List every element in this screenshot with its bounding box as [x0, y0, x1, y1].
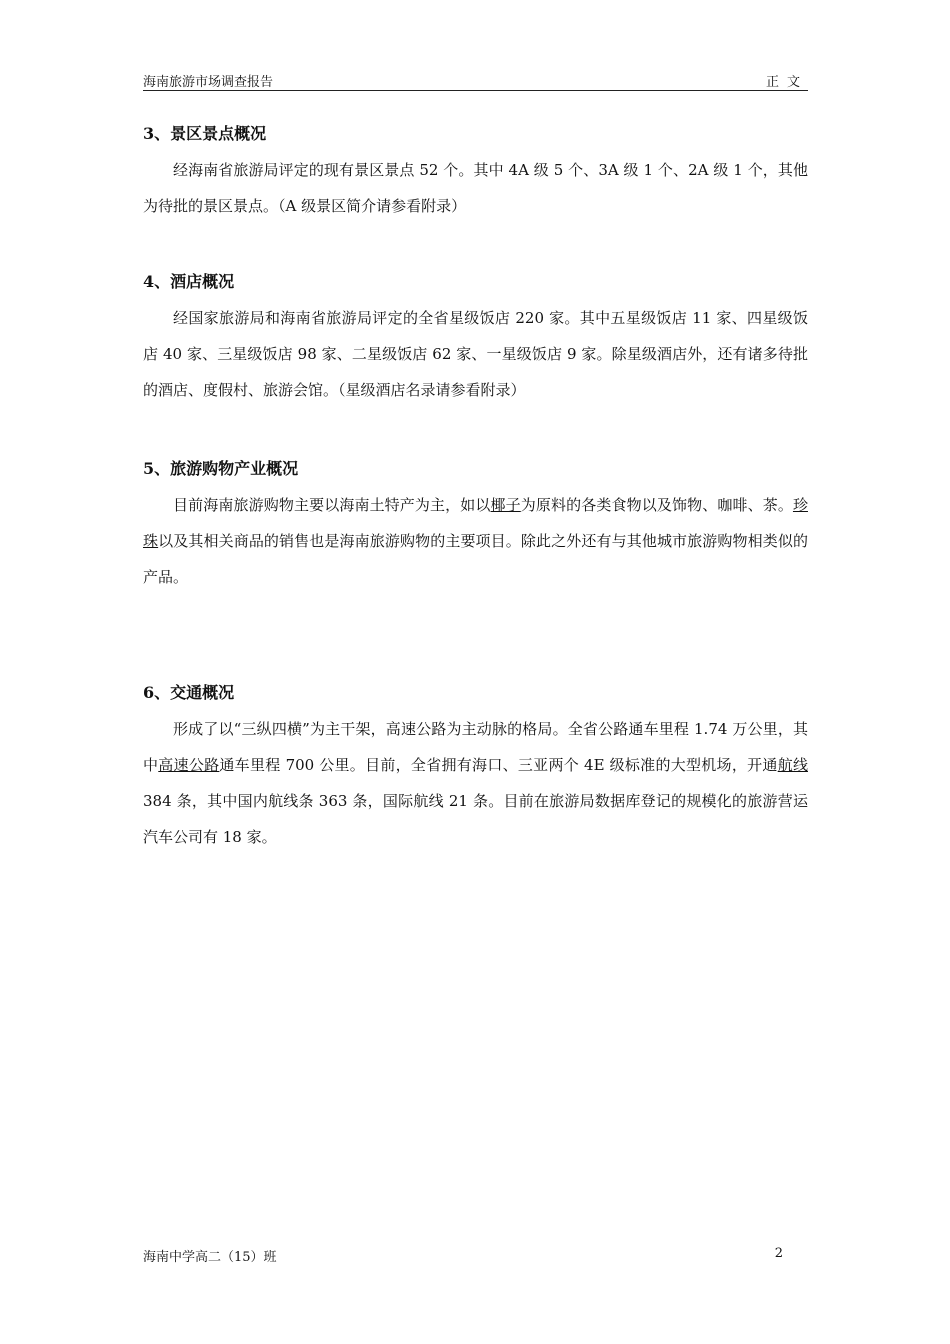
link-pearl[interactable]: 珍珠 — [143, 496, 808, 550]
section-paragraph: 经海南省旅游局评定的现有景区景点 52 个。其中 4A 级 5 个、3A 级 1 个、2A 级 1 个，其他为待批的景区景点。（A 级景区简介请参看附录） — [143, 161, 808, 215]
section-heading: 5、旅游购物产业概况 — [143, 459, 299, 478]
paragraph-text: 384 条，其中国内航线条 363 条，国际航线 21 条。目前在旅游局数据库登记的规模化的旅游营运汽车公司有 18 家。 — [143, 792, 808, 846]
paragraph-text: 以及其相关商品的销售也是海南旅游购物的主要项目。除此之外还有与其他城市旅游购物相类似的产品。 — [143, 532, 808, 586]
header-title: 海南旅游市场调查报告 — [143, 75, 274, 90]
section-heading: 6、交通概况 — [143, 683, 235, 702]
section-hotels — [143, 270, 808, 408]
paragraph-text: 目前海南旅游购物主要以海南土特产为主，如以 — [173, 496, 491, 514]
section-scenic-spots — [143, 122, 808, 224]
section-shopping — [143, 457, 808, 595]
header-section-label: 正文 — [765, 75, 808, 90]
section-paragraph — [143, 711, 808, 855]
paragraph-text: 为原料的各类食物以及饰物、咖啡、茶。 — [520, 496, 793, 514]
paragraph-text: 经国家旅游局和海南省旅游局评定的全省星级饭店 220 家。其中五星级饭店 11 家、四星级饭店 40 家、三星级饭店 98 家、二星级饭店 62 家、一星级饭店 9 家。除星级酒店外，还有诸多待批的酒店、度假村、旅游会馆。（星级酒店名录请参看附录） — [143, 309, 808, 399]
paragraph-text: 通车里程 700 公里。目前，全省拥有海口、三亚两个 4E 级标准的大型机场，开通 — [219, 756, 778, 774]
section-heading: 4、酒店概况 — [143, 272, 235, 291]
section-transportation — [143, 681, 808, 855]
footer-class-name: 海南中学高二（15）班 — [143, 1250, 277, 1265]
paragraph-text: 形成了以“三纵四横”为主干架，高速公路为主动脉的格局。全省公路通车里程 1.74 万公里，其中 — [143, 720, 808, 774]
section-paragraph — [143, 300, 808, 408]
page-number: 2 — [774, 1246, 783, 1261]
page-header — [143, 68, 808, 91]
section-heading: 3、景区景点概况 — [143, 124, 267, 143]
link-air-routes[interactable]: 航线 — [777, 756, 808, 774]
section-paragraph — [143, 487, 808, 595]
link-coconut[interactable]: 椰子 — [490, 496, 521, 514]
link-highway[interactable]: 高速公路 — [158, 756, 220, 774]
